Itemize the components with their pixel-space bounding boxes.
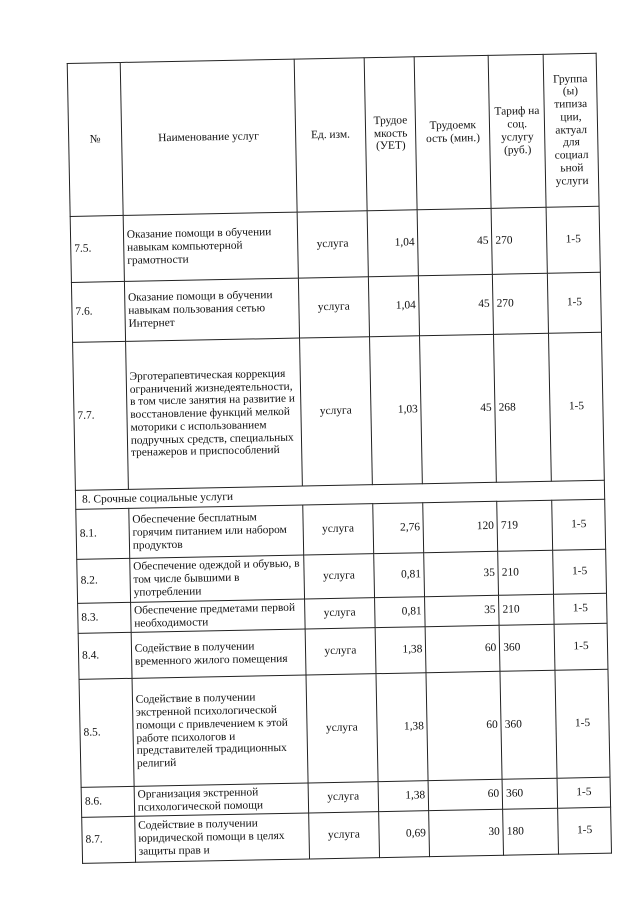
service-time: 60 (426, 671, 502, 780)
section-title: 8. Срочные социальные услуги (75, 480, 604, 509)
service-unit: услуга (306, 674, 378, 783)
service-labor: 1,04 (368, 276, 420, 337)
service-time: 60 (428, 779, 502, 810)
service-time: 35 (424, 551, 499, 596)
table-row (79, 669, 610, 787)
service-labor: 1,38 (376, 673, 429, 782)
service-time: 45 (419, 274, 494, 335)
service-tariff: 268 (494, 333, 552, 482)
service-group: 1-5 (549, 332, 605, 481)
service-labor: 1,38 (375, 627, 427, 674)
service-time: 120 (423, 501, 498, 552)
header-service-name: Наименование услуг (120, 59, 297, 215)
row-number: 8.1. (76, 508, 130, 559)
service-name: Обеспечение одеждой и обувью, в том числе бывшими в употреблении (130, 555, 305, 602)
service-group: 1-5 (554, 623, 608, 670)
header-typization-group: Группа (ы) типиза ции, актуал для социал ьной услуги (543, 53, 599, 207)
service-name: Содействие в получении временного жилого помещения (131, 629, 306, 678)
service-time: 45 (420, 334, 497, 483)
table-row (70, 206, 600, 282)
row-number: 7.6. (71, 281, 125, 342)
service-time: 45 (417, 208, 492, 275)
service-unit: услуга (300, 337, 373, 486)
header-labor-intensity: Трудое мкость (УЕТ) (364, 57, 418, 211)
row-number: 7.5. (70, 215, 124, 282)
service-tariff: 719 (497, 500, 553, 551)
service-labor: 0,81 (373, 553, 425, 598)
row-number: 8.6. (81, 786, 134, 817)
row-number: 8.3. (78, 602, 131, 633)
service-tariff: 270 (491, 207, 547, 274)
service-labor: 1,03 (369, 336, 423, 485)
row-number: 8.5. (79, 678, 134, 787)
service-labor: 1,04 (367, 210, 419, 277)
service-group: 1-5 (547, 272, 601, 333)
service-name: Обеспечение бесплатным горячим питанием или набором продуктов (129, 505, 304, 558)
service-group: 1-5 (555, 669, 610, 778)
service-unit: услуга (298, 277, 369, 338)
service-time: 35 (425, 595, 499, 626)
service-labor: 1,38 (378, 781, 429, 812)
row-number: 8.2. (77, 558, 131, 603)
service-name: Содействие в получении юридической помощи в целях защиты прав и (134, 813, 309, 862)
row-number: 8.7. (82, 816, 136, 863)
service-group: 1-5 (553, 549, 607, 594)
table-row (73, 332, 605, 490)
service-group: 1-5 (554, 593, 607, 624)
service-group: 1-5 (557, 777, 610, 808)
table-row (82, 807, 612, 863)
service-unit: услуга (304, 554, 375, 599)
header-number: № (67, 62, 123, 216)
service-group: 1-5 (552, 499, 606, 550)
header-duration: Трудоемк ость (мин.) (415, 55, 492, 209)
service-tariff: 360 (500, 670, 557, 779)
header-unit: Ед. изм. (294, 58, 367, 212)
service-tariff: 180 (503, 808, 559, 855)
service-tariff: 210 (499, 594, 554, 625)
service-unit: услуга (305, 598, 375, 629)
service-unit: услуга (305, 628, 376, 675)
service-tariff: 270 (493, 273, 549, 334)
service-tariff: 360 (502, 778, 557, 809)
service-name: Содействие в получении экстренной психологической помощи с привлечением к этой работе психологов и представителей традиционных религий (132, 675, 308, 786)
service-time: 30 (429, 809, 504, 856)
header-tariff: Тариф на соц. услугу (руб.) (488, 54, 546, 208)
service-name: Организация экстренной психологической помощи (134, 783, 309, 816)
service-labor: 2,76 (372, 503, 424, 554)
service-unit: услуга (309, 812, 380, 859)
service-unit: услуга (297, 211, 368, 278)
service-time: 60 (425, 625, 500, 672)
row-number: 8.4. (78, 632, 132, 679)
row-number: 7.7. (73, 341, 129, 490)
table-row (71, 272, 601, 342)
service-labor: 0,81 (374, 597, 425, 628)
table-header-row (67, 53, 599, 216)
service-tariff: 360 (499, 624, 555, 671)
service-group: 1-5 (546, 206, 600, 273)
service-group: 1-5 (558, 807, 612, 854)
service-unit: услуга (308, 782, 378, 813)
service-unit: услуга (303, 504, 374, 555)
service-name: Обеспечение предметами первой необходимости (130, 599, 305, 632)
service-labor: 0,69 (378, 811, 430, 858)
service-name: Оказание помощи в обучении навыкам компьютерной грамотности (123, 212, 298, 281)
services-tariff-table (67, 53, 612, 864)
service-tariff: 210 (498, 550, 554, 595)
service-name: Эрготерапевтическая коррекция ограничений жизнедеятельности, в том числе занятия на развитие и восстановление функций мелкой моторики с использованием подручных средств, специальных тренажеров и приспособлений (125, 338, 302, 489)
service-name: Оказание помощи в обучении навыкам пользования сетью Интернет (124, 278, 299, 341)
